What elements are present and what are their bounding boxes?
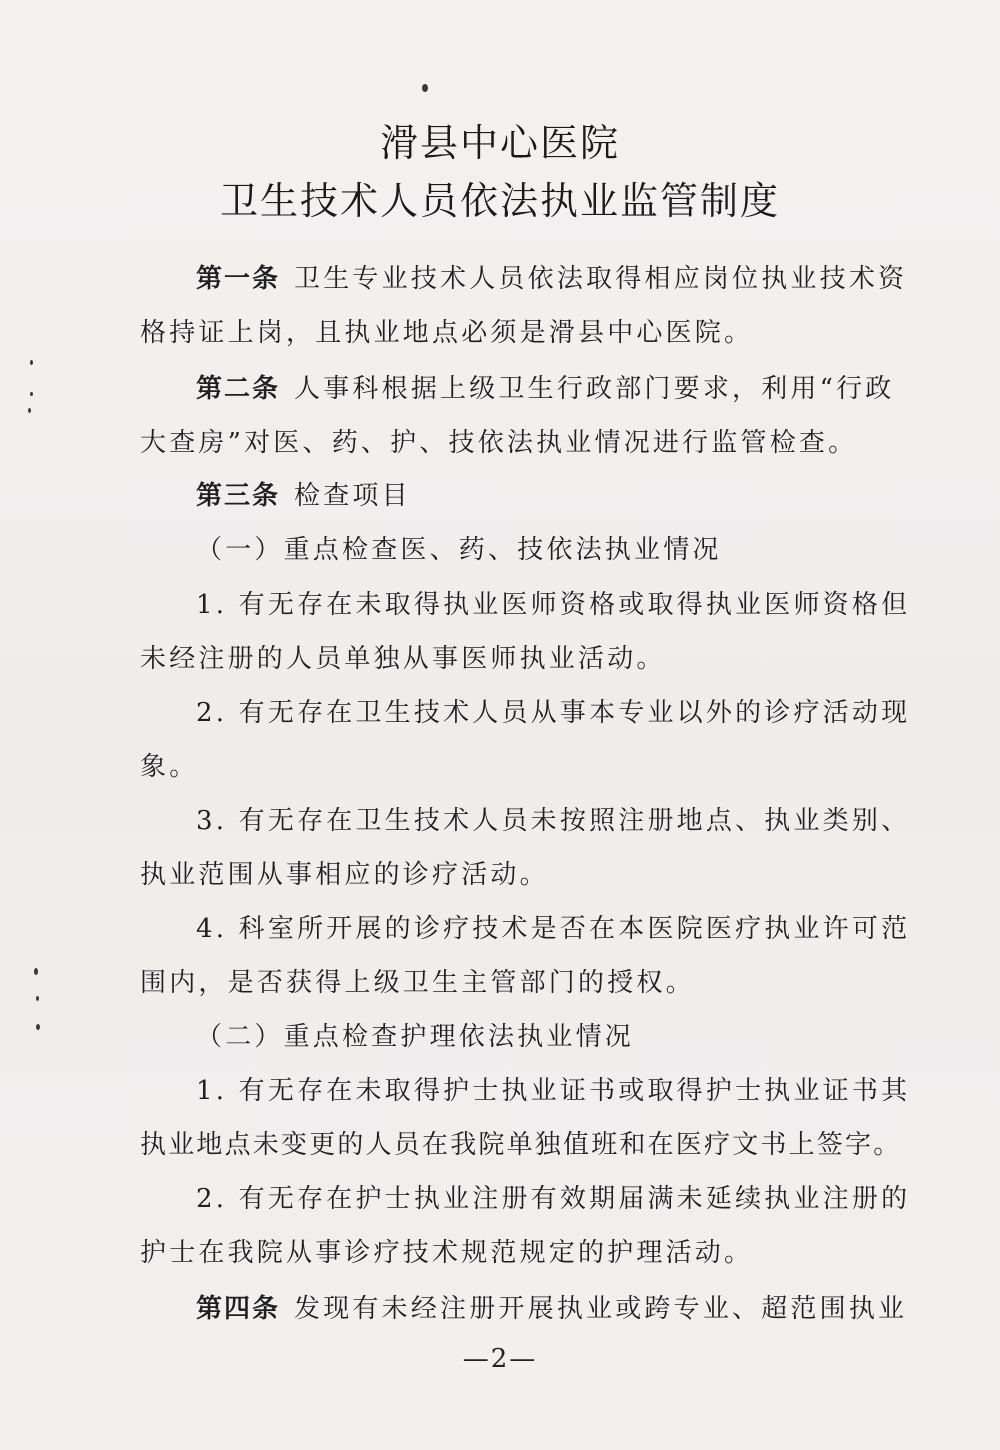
scan-speck: [36, 1024, 40, 1030]
scan-speck: [34, 968, 38, 975]
article2-line1: [196, 368, 895, 405]
section1-item1-line2: 未经注册的人员单独从事医师执业活动。: [140, 644, 666, 674]
article3-lead: 第三条: [196, 481, 281, 511]
section2-item2-line1: 2. 有无存在护士执业注册有效期届满未延续执业注册的: [196, 1184, 911, 1214]
scan-speck: [422, 84, 428, 92]
section2-item1-line1: 1. 有无存在未取得护士执业证书或取得护士执业证书其: [196, 1076, 911, 1106]
scan-speck: [30, 392, 33, 396]
section2-item1-line2: 执业地点未变更的人员在我院单独值班和在医疗文书上签字。: [140, 1130, 902, 1160]
article4-lead: 第四条: [196, 1294, 281, 1324]
page-number: —2—: [462, 1344, 538, 1374]
section1-item4-line1: 4. 科室所开展的诊疗技术是否在本医院医疗执业许可范: [196, 914, 911, 944]
document-title-line2: 卫生技术人员依法执业监管制度: [219, 179, 780, 223]
article3-line: [196, 475, 411, 512]
section1-item3-line2: 执业范围从事相应的诊疗活动。: [140, 860, 549, 890]
article1-line2: 格持证上岗，且执业地点必须是滑县中心医院。: [140, 318, 754, 348]
section1-item1-line1: 1. 有无存在未取得执业医师资格或取得执业医师资格但: [196, 590, 911, 620]
section2-heading: （二）重点检查护理依法执业情况: [196, 1022, 635, 1052]
section1-item2-line2: 象。: [140, 752, 199, 782]
scan-speck: [28, 408, 31, 413]
scan-speck: [30, 360, 33, 365]
article1-text: 卫生专业技术人员依法取得相应岗位执业技术资: [294, 264, 908, 294]
article1-line1: [196, 258, 907, 295]
section1-heading: （一）重点检查医、药、技依法执业情况: [196, 535, 722, 565]
document-title-line1: 滑县中心医院: [379, 121, 620, 165]
section1-item2-line1: 2. 有无存在卫生技术人员从事本专业以外的诊疗活动现: [196, 698, 911, 728]
article4-text: 发现有未经注册开展执业或跨专业、超范围执业: [294, 1294, 908, 1324]
article2-text: 人事科根据上级卫生行政部门要求，利用“行政: [294, 374, 895, 404]
section2-item2-line2: 护士在我院从事诊疗技术规范规定的护理活动。: [140, 1238, 754, 1268]
article3-text: 检查项目: [294, 481, 411, 511]
article2-lead: 第二条: [196, 374, 281, 404]
article2-line2: 大查房”对医、药、护、技依法执业情况进行监管检查。: [140, 428, 858, 458]
article1-lead: 第一条: [196, 264, 281, 294]
section1-item4-line2: 围内，是否获得上级卫生主管部门的授权。: [140, 968, 695, 998]
scan-speck: [36, 996, 39, 1001]
section1-item3-line1: 3. 有无存在卫生技术人员未按照注册地点、执业类别、: [196, 806, 911, 836]
article4-line1: [196, 1288, 907, 1325]
